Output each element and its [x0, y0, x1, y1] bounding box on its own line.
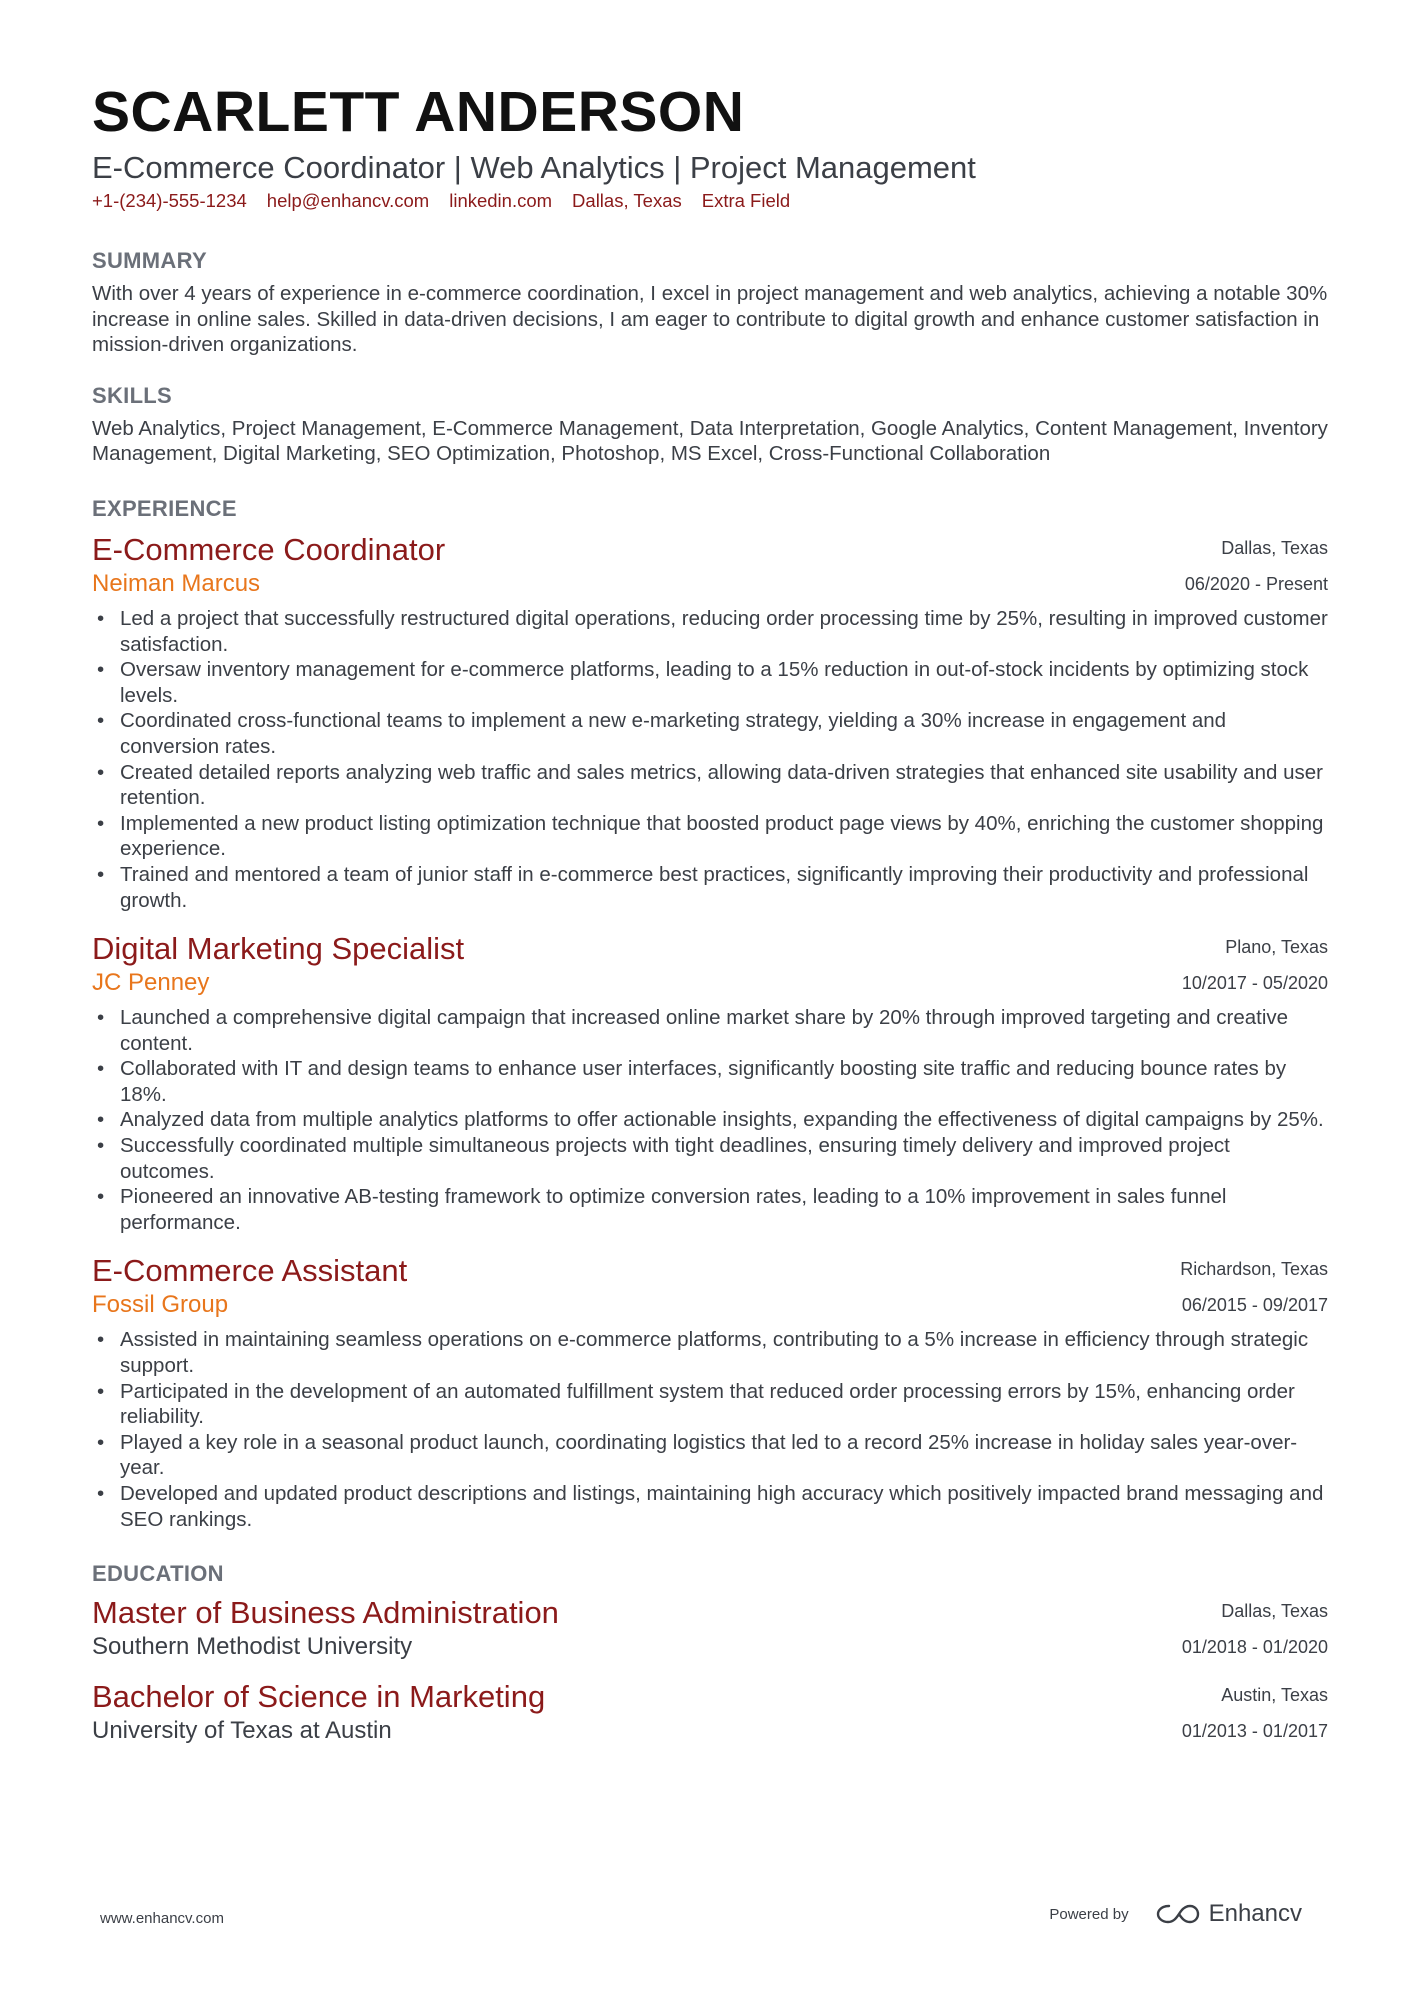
section-title-education: EDUCATION — [92, 1561, 224, 1587]
job-dates: 06/2020 - Present — [1184, 573, 1328, 594]
school-dates: 01/2013 - 01/2017 — [1181, 1721, 1328, 1742]
experience-entry — [92, 1252, 1328, 1532]
school-name: University of Texas at Austin — [92, 1717, 392, 1745]
powered-by-label: Powered by — [1049, 1905, 1129, 1923]
job-bullet: • Developed and updated product descriptions and listings, maintaining high accuracy which positively impacted brand messaging and SEO rankings. — [92, 1481, 1328, 1532]
school-location: Dallas, Texas — [1221, 1601, 1328, 1622]
education-entry-header — [92, 1678, 1328, 1746]
education-entry-header — [92, 1594, 1328, 1662]
job-bullet: • Pioneered an innovative AB-testing framework to optimize conversion rates, leading to a 10% improvement in sales funnel performance. — [92, 1184, 1328, 1235]
skills-text: Web Analytics, Project Management, E-Commerce Management, Data Interpretation, Google Analytics, Content Management, Inventory Management, Digital Marketing, SEO Optimization, Photoshop, MS Excel, Cross-Functional Collaboration — [92, 416, 1328, 466]
experience-entry — [92, 531, 1328, 913]
candidate-headline: E-Commerce Coordinator | Web Analytics | Project Management — [92, 150, 976, 185]
summary-section — [92, 247, 1328, 358]
job-location: Richardson, Texas — [1180, 1259, 1328, 1280]
job-bullet: • Successfully coordinated multiple simultaneous projects with tight deadlines, ensuring timely delivery and improved project outcomes. — [92, 1133, 1328, 1184]
section-title-skills: SKILLS — [92, 382, 173, 408]
job-bullets — [92, 606, 1328, 913]
job-dates: 10/2017 - 05/2020 — [1181, 973, 1328, 994]
degree-title: Master of Business Administration — [92, 1595, 559, 1631]
education-entry — [92, 1678, 1328, 1746]
job-bullet: • Led a project that successfully restructured digital operations, reducing order processing time by 25%, resulting in improved customer satisfaction. — [92, 606, 1328, 657]
experience-entry-header — [92, 1252, 1328, 1320]
job-bullet: • Collaborated with IT and design teams to enhance user interfaces, significantly boosting site traffic and reducing bounce rates by 18%. — [92, 1056, 1328, 1107]
experience-entry-header — [92, 531, 1328, 599]
job-bullets — [92, 1327, 1328, 1532]
school-dates: 01/2018 - 01/2020 — [1181, 1637, 1328, 1658]
experience-entries — [92, 531, 1328, 1532]
section-title-experience: EXPERIENCE — [92, 495, 237, 521]
job-bullet: • Participated in the development of an automated fulfillment system that reduced order processing errors by 15%, enhancing order reliability. — [92, 1379, 1328, 1430]
company-name: Fossil Group — [92, 1291, 229, 1319]
job-bullet: • Created detailed reports analyzing web traffic and sales metrics, allowing data-driven strategies that enhanced site usability and user retention. — [92, 760, 1328, 811]
job-title: E-Commerce Coordinator — [92, 531, 446, 567]
job-title: E-Commerce Assistant — [92, 1253, 408, 1289]
job-location: Dallas, Texas — [1221, 537, 1328, 558]
job-bullet: • Coordinated cross-functional teams to implement a new e-marketing strategy, yielding a 30% increase in engagement and conversion rates. — [92, 708, 1328, 759]
resume-content — [92, 76, 1328, 1746]
job-bullets — [92, 1005, 1328, 1235]
footer-branding — [1049, 1900, 1302, 1928]
contact-phone[interactable]: +1-(234)-555-1234 — [92, 190, 247, 211]
brand-name: Enhancv — [1208, 1900, 1302, 1927]
education-entry — [92, 1594, 1328, 1662]
job-bullet: • Played a key role in a seasonal product launch, coordinating logistics that led to a record 25% increase in holiday sales year-over-year. — [92, 1430, 1328, 1481]
skills-section — [92, 382, 1328, 467]
contact-location: Dallas, Texas — [572, 190, 682, 211]
contact-line — [92, 189, 1328, 213]
job-title: Digital Marketing Specialist — [92, 931, 465, 967]
resume-header — [92, 76, 1328, 213]
company-name: JC Penney — [92, 969, 210, 997]
degree-title: Bachelor of Science in Marketing — [92, 1679, 546, 1715]
summary-text: With over 4 years of experience in e-commerce coordination, I excel in project management and web analytics, achieving a notable 30% increase in online sales. Skilled in data-driven decisions, I am eager to contribute to digital growth and enhance customer satisfaction in mission-driven organizations. — [92, 282, 1328, 357]
enhancv-brand-link[interactable] — [1155, 1900, 1302, 1928]
contact-linkedin[interactable]: linkedin.com — [449, 190, 553, 211]
job-bullet: • Launched a comprehensive digital campaign that increased online market share by 20% through improved targeting and creative content. — [92, 1005, 1328, 1056]
company-name: Neiman Marcus — [92, 569, 261, 597]
school-name: Southern Methodist University — [92, 1633, 413, 1661]
experience-entry — [92, 930, 1328, 1235]
enhancv-logo-icon — [1155, 1902, 1201, 1926]
job-bullet: • Trained and mentored a team of junior staff in e-commerce best practices, significantly improving their productivity and professional growth. — [92, 862, 1328, 913]
section-title-summary: SUMMARY — [92, 248, 207, 273]
contact-email[interactable]: help@enhancv.com — [266, 190, 430, 211]
experience-entry-header — [92, 930, 1328, 998]
job-location: Plano, Texas — [1225, 937, 1328, 958]
job-bullet: • Oversaw inventory management for e-commerce platforms, leading to a 15% reduction in out-of-stock incidents by optimizing stock levels. — [92, 657, 1328, 708]
education-section — [92, 1560, 1328, 1746]
job-dates: 06/2015 - 09/2017 — [1181, 1295, 1328, 1316]
job-bullet: • Analyzed data from multiple analytics platforms to offer actionable insights, expanding the effectiveness of digital campaigns by 25%. — [92, 1107, 1328, 1133]
job-bullet: • Implemented a new product listing optimization technique that boosted product page views by 40%, enriching the customer shopping experience. — [92, 811, 1328, 862]
school-location: Austin, Texas — [1221, 1685, 1328, 1706]
contact-extra-field: Extra Field — [701, 190, 791, 211]
experience-section — [92, 495, 1328, 1532]
footer-website-link[interactable]: www.enhancv.com — [100, 1910, 224, 1927]
job-bullet: • Assisted in maintaining seamless operations on e-commerce platforms, contributing to a 5% increase in efficiency through strategic support. — [92, 1327, 1328, 1378]
education-entries — [92, 1594, 1328, 1746]
candidate-name: SCARLETT ANDERSON — [92, 80, 745, 144]
